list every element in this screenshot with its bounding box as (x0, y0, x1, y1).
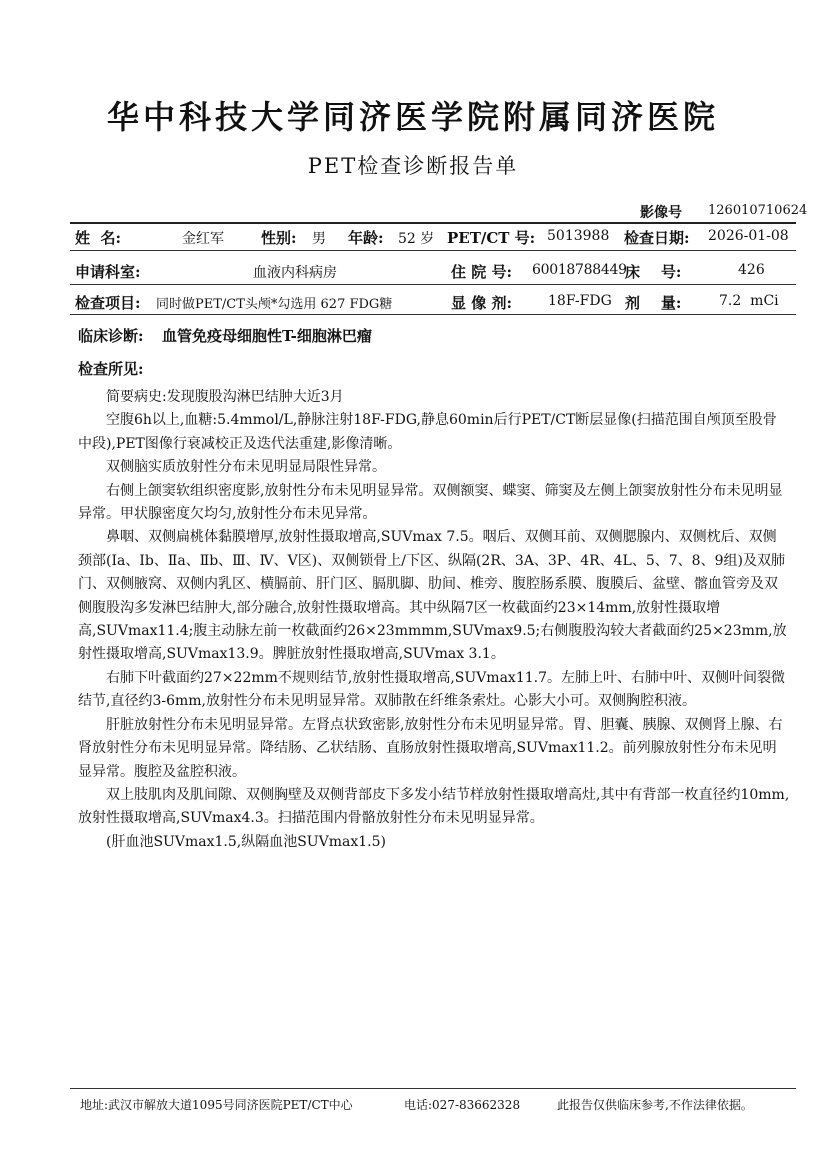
image-no-value: 126010710624 (708, 203, 808, 218)
findings-paragraph: 双上肢肌肉及肌间隙、双侧胸壁及双侧背部皮下多发小结节样放射性摄取增高灶,其中有背部一枚直径约10mm,放射性摄取增高,SUVmax4.3。扫描范围内骨骼放射性分布未见明显异常。 (78, 786, 790, 827)
agent-label: 显 像 剂: (451, 294, 512, 312)
inpatient-no: 60018788449 (532, 262, 627, 278)
exam-date: 2026-01-08 (708, 228, 789, 244)
findings-paragraph: 双侧脑实质放射性分布未见明显局限性异常。 (106, 459, 386, 476)
report-title: PET检查诊断报告单 (307, 154, 519, 178)
dose: 7.2 mCi (719, 293, 779, 309)
divider-row1 (70, 250, 796, 251)
footer-phone: 电话:027-83662328 (404, 1098, 521, 1112)
petct-no-label: PET/CT 号: (447, 229, 536, 247)
hospital-name: 华中科技大学同济医学院附属同济医院 (106, 98, 719, 136)
diagnosis-label: 临床诊断: (78, 327, 144, 345)
bed-no: 426 (738, 262, 765, 278)
exam-item: 同时做PET/CT头颅*勾选用 627 FDG糖 (156, 297, 393, 312)
patient-name: 金红军 (182, 231, 224, 247)
patient-sex: 男 (312, 231, 326, 247)
inpatient-no-label: 住 院 号: (451, 263, 512, 281)
name-label: 姓 名: (75, 229, 121, 247)
image-no-label: 影像号 (640, 205, 682, 221)
findings-paragraph: 简要病史:发现腹股沟淋巴结肿大近3月 (106, 389, 344, 405)
divider-footer (70, 1088, 796, 1089)
findings-body (78, 386, 790, 854)
footer-disclaimer: 此报告仅供临床参考,不作法律依据。 (557, 1098, 753, 1112)
findings-paragraph: 鼻咽、双侧扁桃体黏膜增厚,放射性摄取增高,SUVmax 7.5。咽后、双侧耳前、双侧腮腺内、双侧枕后、双侧颈部(Ⅰa、Ⅰb、Ⅱa、Ⅱb、Ⅲ、Ⅳ、Ⅴ区)、双侧锁骨上/下区、纵隔(2R、3A、3P、4R、4L、5、7、8、9组)及双肺门、双侧腋窝、双侧内乳区、横膈前、肝门区、膈肌脚、肋间、椎旁、腹腔肠系膜、腹膜后、盆壁、髂血管旁及双侧腹股沟多发淋巴结肿大,部分融合,放射性摄取增高。其中纵隔7区一枚截面约23×14mm,放射性摄取增高,SUVmax11.4;腹主动脉左前一枚截面约26×23mmmm,SUVmax9.5;右侧腹股沟较大者截面约25×23mm,放射性摄取增高,SUVmax13.9。脾脏放射性摄取增高,SUVmax 3.1。 (78, 529, 787, 663)
petct-no: 5013988 (547, 228, 610, 244)
findings-paragraph: 右侧上颌窦软组织密度影,放射性分布未见明显异常。双侧额窦、蝶窦、筛窦及左侧上颌窦放射性分布未见明显异常。甲状腺密度欠均匀,放射性分布未见异常。 (78, 482, 783, 523)
age-label: 年龄: (348, 229, 384, 247)
divider-top (70, 222, 796, 224)
patient-age: 52 岁 (398, 231, 435, 247)
bed-label: 床 号: (625, 263, 682, 281)
exam-date-label: 检查日期: (624, 229, 690, 247)
findings-paragraph: 肝脏放射性分布未见明显异常。左肾点状致密影,放射性分布未见明显异常。胃、胆囊、胰腺、双侧肾上腺、右肾放射性分布未见明显异常。降结肠、乙状结肠、直肠放射性摄取增高,SUVmax11.2。前列腺放射性分布未见明显异常。腹腔及盆腔积液。 (78, 716, 783, 780)
findings-paragraph: 右肺下叶截面约27×22mm不规则结节,放射性摄取增高,SUVmax11.7。左肺上叶、右肺中叶、双侧叶间裂微结节,直径约3-6mm,放射性分布未见明显异常。双肺散在纤维条索灶。心影大小可。双侧胸腔积液。 (78, 669, 785, 710)
findings-paragraph: 空腹6h以上,血糖:5.4mmol/L,静脉注射18F-FDG,静息60min后行PET/CT断层显像(扫描范围自颅顶至股骨中段),PET图像行衰减校正及迭代法重建,影像清晰。 (78, 412, 777, 452)
dept: 血液内科病房 (253, 265, 337, 281)
diagnosis-value: 血管免疫母细胞性T-细胞淋巴瘤 (162, 327, 372, 345)
footer-address: 地址:武汉市解放大道1095号同济医院PET/CT中心 (80, 1098, 353, 1112)
divider-row2 (70, 284, 796, 285)
agent: 18F-FDG (548, 293, 612, 309)
dose-label: 剂 量: (625, 294, 682, 312)
findings-paragraph: (肝血池SUVmax1.5,纵隔血池SUVmax1.5) (106, 833, 386, 850)
divider-row3 (70, 314, 796, 315)
dept-label: 申请科室: (75, 263, 141, 281)
sex-label: 性别: (261, 229, 297, 247)
exam-item-label: 检查项目: (75, 294, 141, 312)
findings-label: 检查所见: (78, 360, 144, 378)
